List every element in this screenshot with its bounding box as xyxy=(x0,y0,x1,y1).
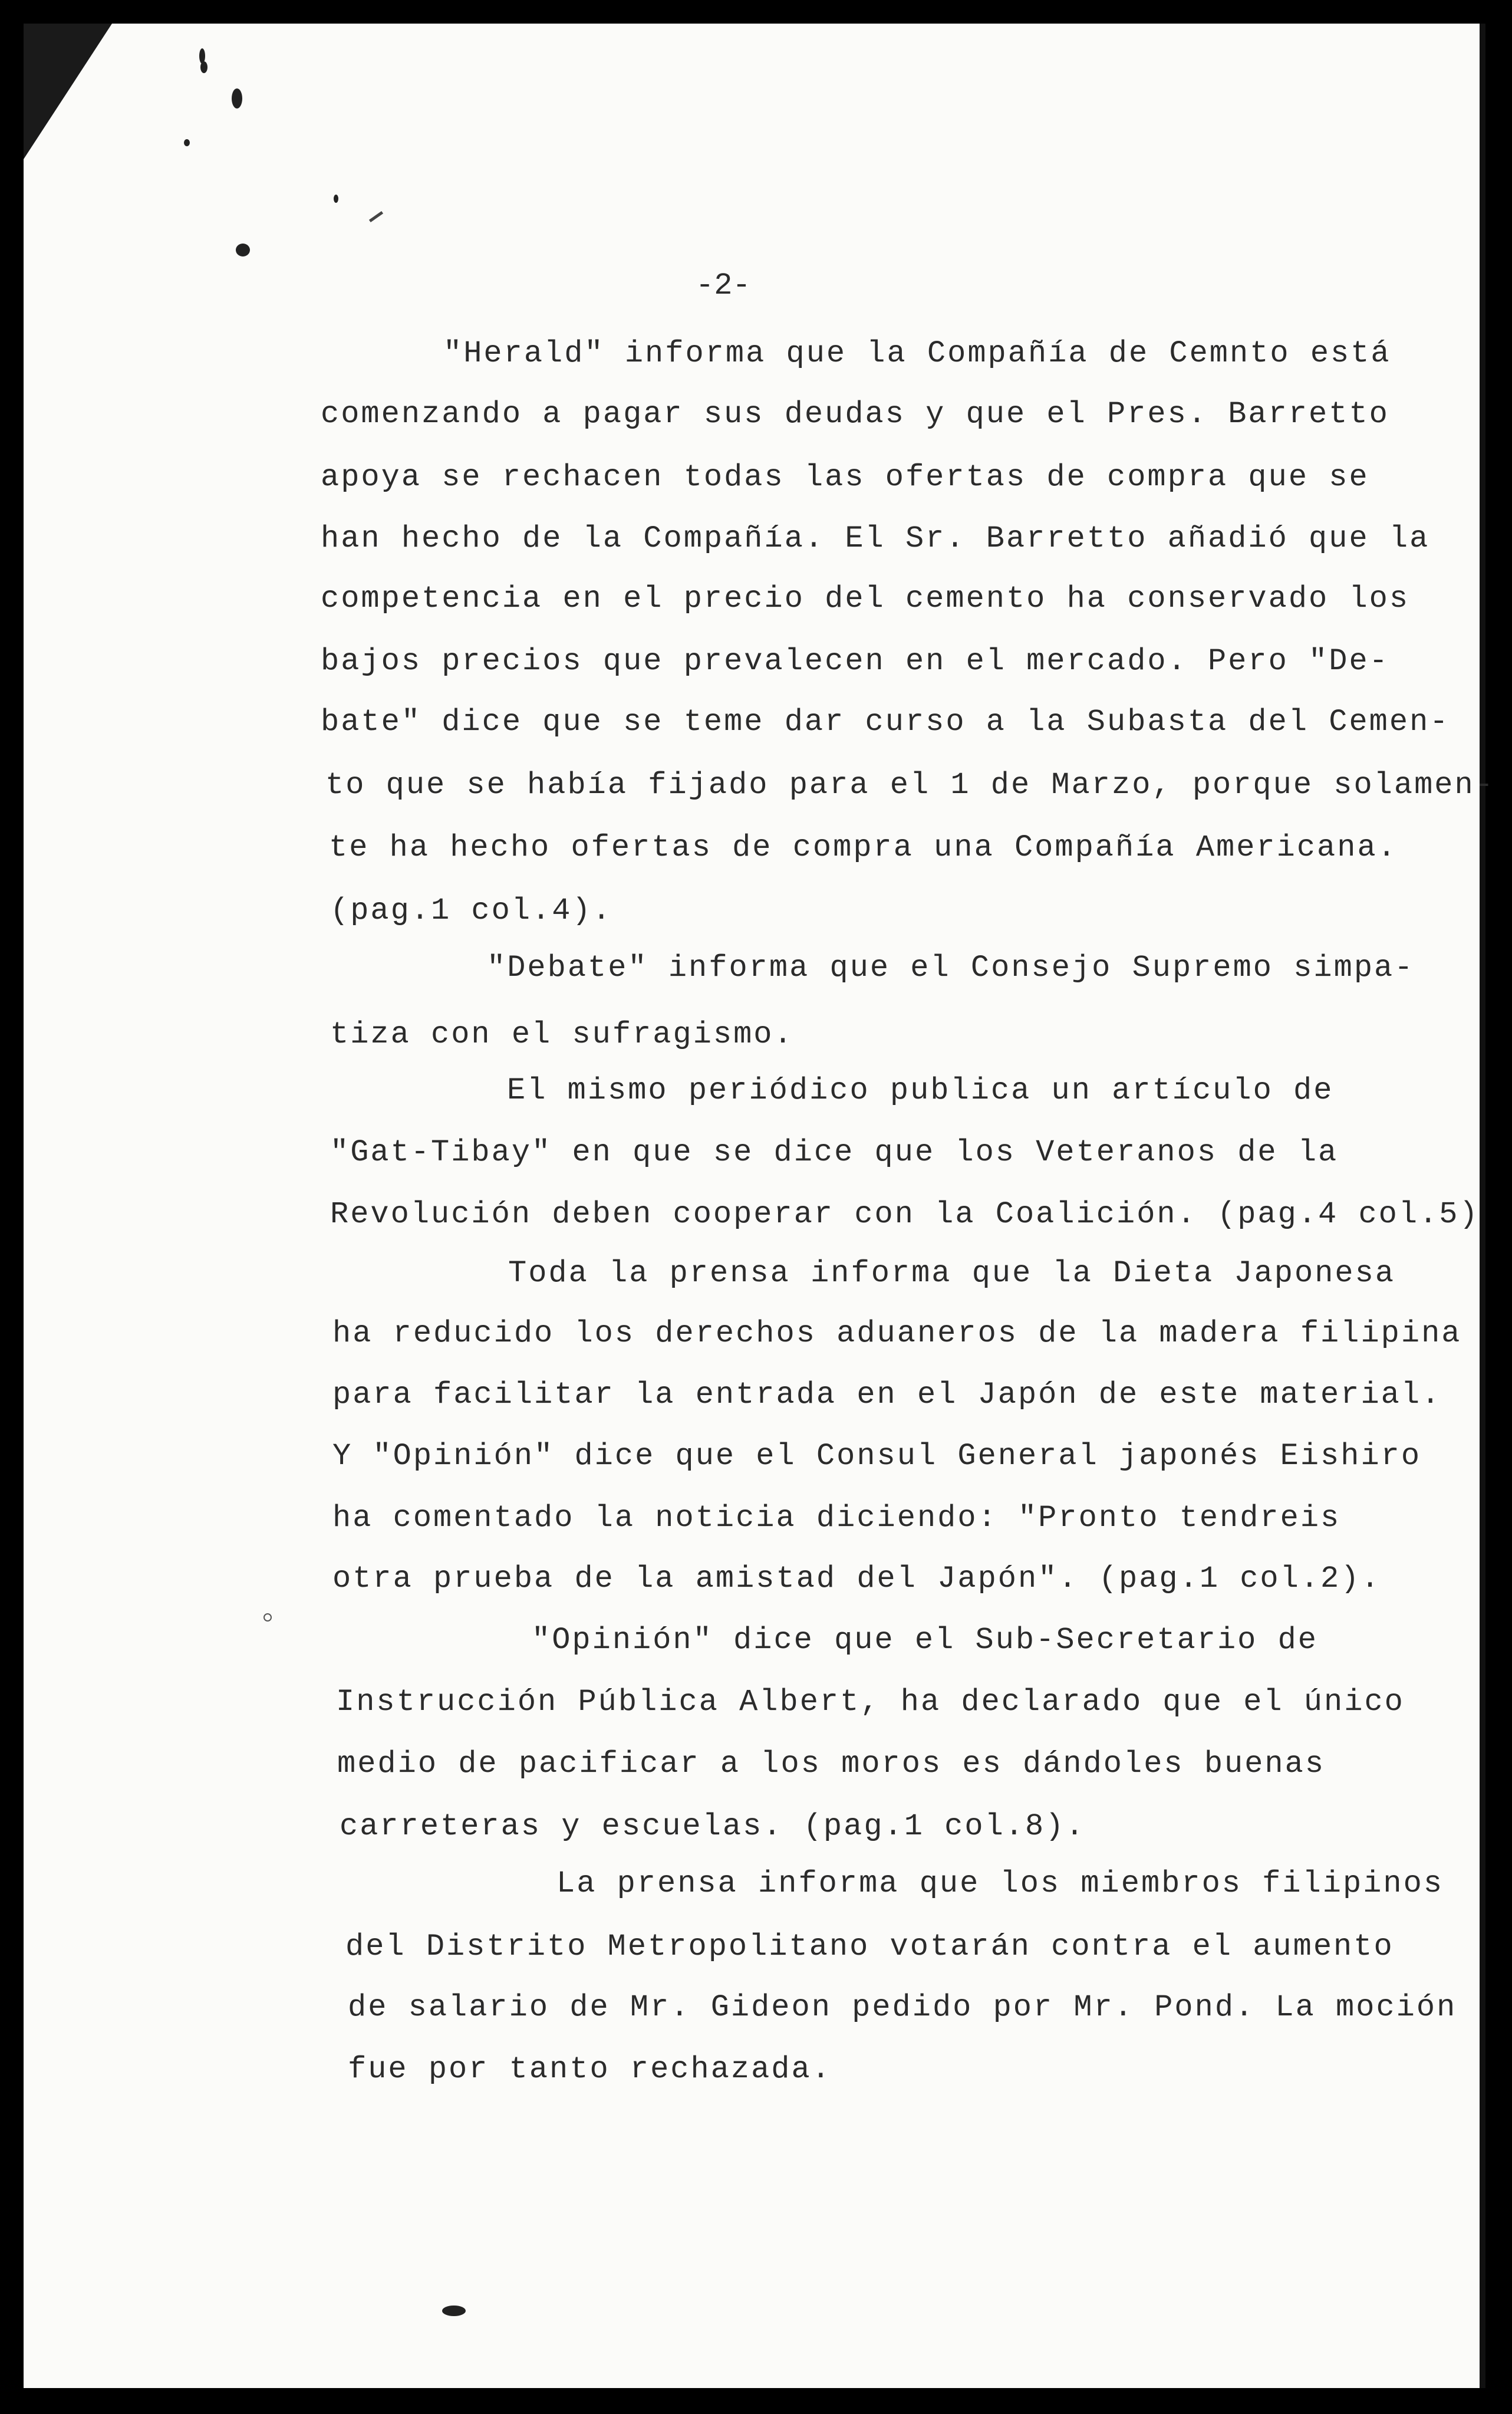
text-line: ha comentado la noticia diciendo: "Pronto tendreis xyxy=(332,1501,1341,1535)
ink-speck xyxy=(200,61,207,73)
text-line: Y "Opinión" dice que el Consul General japonés Eishiro xyxy=(332,1439,1422,1474)
text-line: Instrucción Pública Albert, ha declarado que el único xyxy=(336,1685,1405,1719)
text-line: Revolución deben cooperar con la Coalición. (pag.4 col.5) xyxy=(330,1197,1480,1232)
text-line: tiza con el sufragismo. xyxy=(330,1017,794,1052)
text-line: bajos precios que prevalecen en el mercado. Pero "De- xyxy=(321,644,1389,679)
text-line: competencia en el precio del cemento ha conservado los xyxy=(321,581,1410,616)
ink-speck xyxy=(232,88,242,108)
ink-speck xyxy=(442,2306,466,2316)
text-line: para facilitar la entrada en el Japón de este material. xyxy=(332,1377,1442,1412)
page-number: -2- xyxy=(696,268,751,303)
text-line: bate" dice que se teme dar curso a la Subasta del Cemen- xyxy=(321,705,1450,739)
text-line: comenzando a pagar sus deudas y que el Pres. Barretto xyxy=(321,397,1389,432)
text-line: "Herald" informa que la Compañía de Cemnto está xyxy=(443,336,1391,371)
text-line: de salario de Mr. Gideon pedido por Mr. Pond. La moción xyxy=(348,1990,1457,2025)
text-line: carreteras y escuelas. (pag.1 col.8). xyxy=(340,1809,1086,1844)
text-line: te ha hecho ofertas de compra una Compañía Americana. xyxy=(329,830,1398,865)
text-line: (pag.1 col.4). xyxy=(330,893,612,928)
text-line: La prensa informa que los miembros filipinos xyxy=(556,1866,1444,1901)
ink-speck xyxy=(334,195,338,203)
text-line: "Debate" informa que el Consejo Supremo simpa- xyxy=(487,951,1415,985)
text-line: medio de pacificar a los moros es dándoles buenas xyxy=(337,1747,1326,1781)
text-line: fue por tanto rechazada. xyxy=(348,2052,832,2087)
text-line: otra prueba de la amistad del Japón". (pag.1 col.2). xyxy=(332,1561,1381,1596)
ink-speck xyxy=(236,244,250,256)
text-line: to que se había fijado para el 1 de Marzo, porque solamen- xyxy=(325,768,1495,803)
text-line: han hecho de la Compañía. El Sr. Barretto añadió que la xyxy=(321,521,1430,556)
text-line: "Gat-Tibay" en que se dice que los Veteranos de la xyxy=(330,1135,1339,1170)
folded-corner xyxy=(24,24,112,159)
text-line: apoya se rechacen todas las ofertas de compra que se xyxy=(321,460,1369,495)
text-line: El mismo periódico publica un artículo de xyxy=(507,1073,1334,1108)
text-line: del Distrito Metropolitano votarán contra el aumento xyxy=(345,1929,1394,1964)
text-line: ha reducido los derechos aduaneros de la madera filipina xyxy=(332,1316,1462,1351)
text-line: Toda la prensa informa que la Dieta Japonesa xyxy=(508,1256,1396,1291)
margin-dot xyxy=(263,1613,272,1622)
ink-speck xyxy=(184,139,190,146)
text-line: "Opinión" dice que el Sub-Secretario de xyxy=(532,1623,1318,1657)
